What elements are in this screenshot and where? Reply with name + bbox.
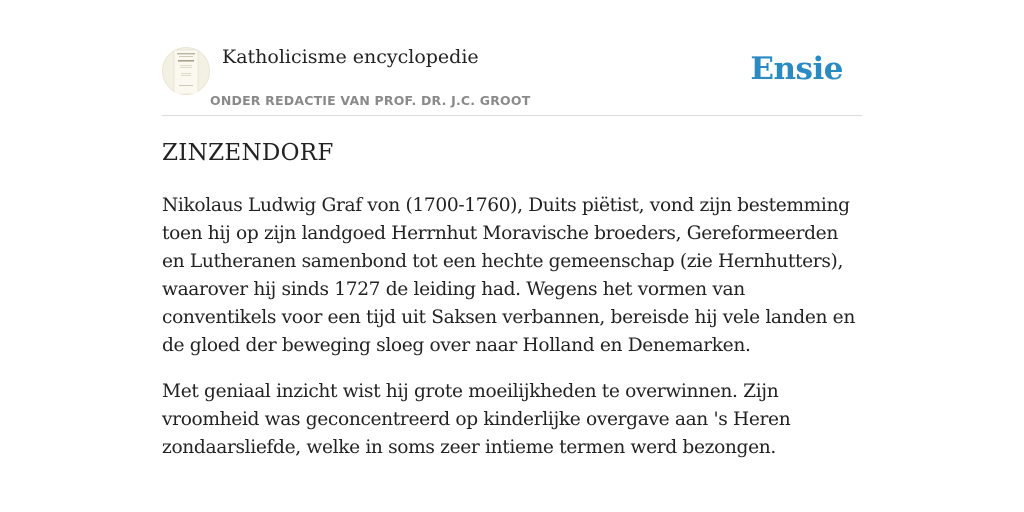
book-cover-icon[interactable]: [162, 47, 210, 95]
book-cover-image: [162, 47, 210, 95]
entry-body: [162, 192, 862, 480]
header-divider: [162, 115, 862, 116]
entry-paragraph: Nikolaus Ludwig Graf von (1700-1760), Duits piëtist, vond zijn bestemming toen hij op zijn landgoed Herrnhut Moravische broeders, Gereformeerden en Lutheranen samenbond tot een hechte gemeenschap (zie Hernhutters), waarover hij sinds 1727 de leiding had. Wegens het vormen van conventikels voor een tijd uit Saksen verbannen, bereisde hij vele landen en de gloed der beweging sloeg over naar Holland en Denemarken.: [162, 195, 855, 356]
entry-paragraph: Met geniaal inzicht wist hij grote moeilijkheden te overwinnen. Zijn vroomheid was geconcentreerd op kinderlijke overgave aan 's Heren zondaarsliefde, welke in soms zeer intieme termen werd bezongen.: [162, 381, 791, 458]
entry-title: ZINZENDORF: [162, 140, 334, 166]
book-title[interactable]: Katholicisme encyclopedie: [222, 46, 479, 68]
editor-credit: ONDER REDACTIE VAN PROF. DR. J.C. GROOT: [210, 93, 531, 108]
ensie-logo[interactable]: Ensie: [750, 51, 843, 87]
header: [162, 44, 862, 116]
